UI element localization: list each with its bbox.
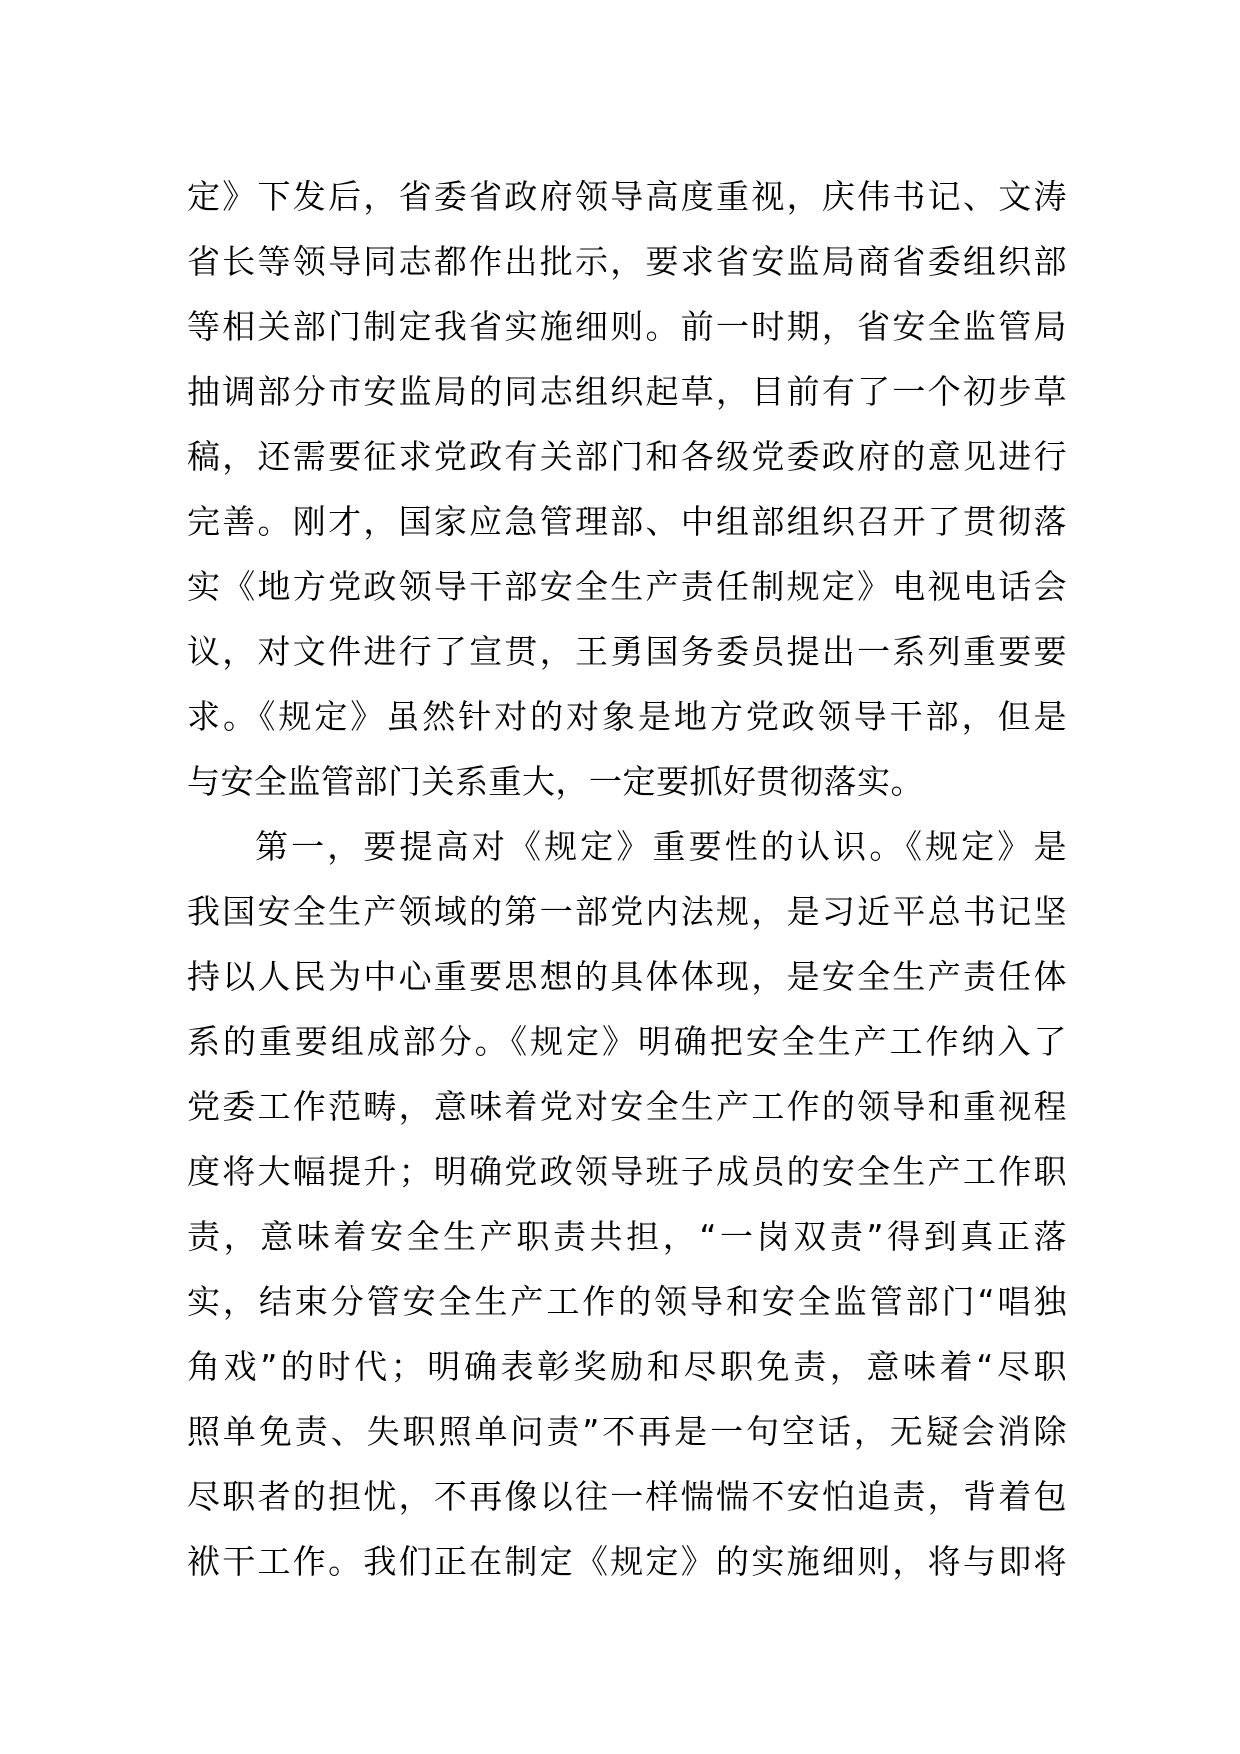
text-line: 持以人民为中心重要思想的具体体现，是安全生产责任体 — [187, 957, 1067, 996]
text-line: 等相关部门制定我省实施细则。前一时期，省安全监管局 — [187, 307, 1067, 346]
text-line: 实《地方党政领导干部安全生产责任制规定》电视电话会 — [187, 567, 1067, 606]
text-line: 省长等领导同志都作出批示，要求省安监局商省委组织部 — [187, 242, 1067, 281]
text-line: 袱干工作。我们正在制定《规定》的实施细则，将与即将 — [187, 1542, 1067, 1581]
text-line: 定》下发后，省委省政府领导高度重视，庆伟书记、文涛 — [187, 177, 1067, 216]
text-line: 议，对文件进行了宣贯，王勇国务委员提出一系列重要要 — [187, 632, 1067, 671]
text-line: 尽职者的担忧，不再像以往一样惴惴不安怕追责，背着包 — [187, 1477, 1067, 1516]
text-line: 完善。刚才，国家应急管理部、中组部组织召开了贯彻落 — [187, 502, 1067, 541]
text-line: 系的重要组成部分。《规定》明确把安全生产工作纳入了 — [187, 1022, 1067, 1061]
text-line: 第一，要提高对《规定》重要性的认识。《规定》是 — [255, 827, 1067, 866]
text-line: 抽调部分市安监局的同志组织起草，目前有了一个初步草 — [187, 372, 1067, 411]
paragraph-2 — [187, 814, 1067, 1594]
text-line: 度将大幅提升；明确党政领导班子成员的安全生产工作职 — [187, 1152, 1067, 1191]
text-line: 责，意味着安全生产职责共担，“一岗双责”得到真正落 — [187, 1217, 1067, 1256]
paragraph-1 — [187, 164, 1067, 814]
text-line: 我国安全生产领域的第一部党内法规，是习近平总书记坚 — [187, 892, 1067, 931]
text-line: 实，结束分管安全生产工作的领导和安全监管部门“唱独 — [187, 1282, 1067, 1321]
body-text — [187, 164, 1067, 1594]
text-line: 角戏”的时代；明确表彰奖励和尽职免责，意味着“尽职 — [187, 1347, 1067, 1386]
text-line: 稿，还需要征求党政有关部门和各级党委政府的意见进行 — [187, 437, 1067, 476]
text-line: 求。《规定》虽然针对的对象是地方党政领导干部，但是 — [187, 697, 1067, 736]
text-line: 党委工作范畴，意味着党对安全生产工作的领导和重视程 — [187, 1087, 1067, 1126]
text-line: 照单免责、失职照单问责”不再是一句空话，无疑会消除 — [187, 1412, 1067, 1451]
text-line: 与安全监管部门关系重大，一定要抓好贯彻落实。 — [187, 762, 924, 801]
